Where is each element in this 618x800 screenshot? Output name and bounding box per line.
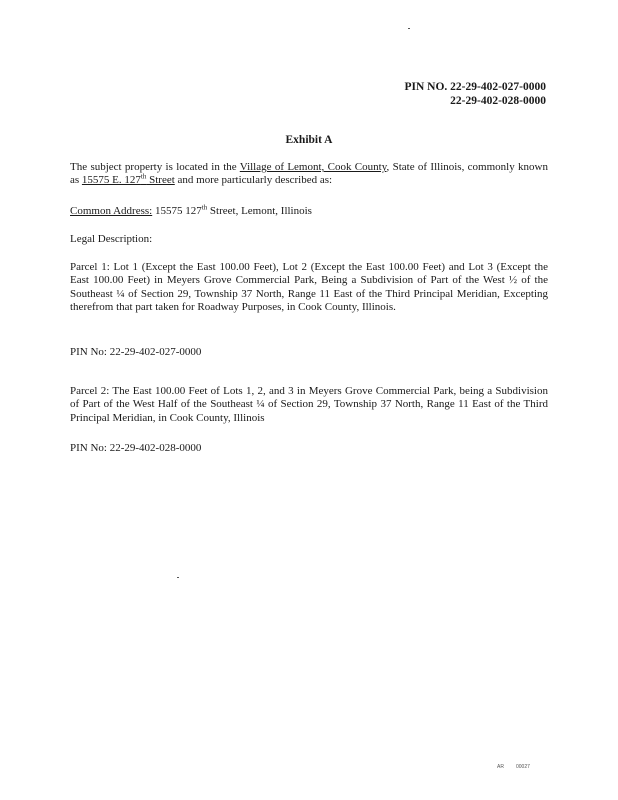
legal-description-heading: Legal Description: [70,233,153,245]
property-address [82,174,175,186]
common-address-line [70,205,548,218]
footer-mark-right: 00027 [516,764,530,770]
pin-header [404,80,546,108]
pin-number-2: 22-29-402-028-0000 [450,95,546,107]
footer-mark-left: AR [497,764,504,770]
pin-no-2: PIN No: 22-29-402-028-0000 [70,442,202,454]
address-part-b: Street [146,174,175,187]
parcel-2-description: Parcel 2: The East 100.00 Feet of Lots 1, 2, and 3 in Meyers Grove Commercial Park, being a Subdivision of Part of the West Half of the Southeast ¼ of Section 29, Township 37 North, Range 11 East of the Third Principal Meridian, in Cook County, Illinois [70,385,548,424]
common-address-label: Common Address: [70,205,153,217]
pin-line-1 [404,80,546,94]
pin-no-1: PIN No: 22-29-402-027-0000 [70,346,202,358]
exhibit-title: Exhibit A [285,134,333,146]
address-part-a: 15575 E. 127 [81,174,141,187]
scan-speck-top [408,28,410,29]
intro-paragraph [70,161,548,188]
pin-line-2 [404,94,546,108]
village-name: Village of Lemont, Cook County [239,161,387,173]
pin-number-1: 22-29-402-027-0000 [450,81,546,93]
scan-speck-mid [177,577,179,578]
intro-text-3: and more particularly described as: [174,174,333,187]
common-address-sup: th [201,203,208,212]
parcel-1-description: Parcel 1: Lot 1 (Except the East 100.00 Feet), Lot 2 (Except the East 100.00 Feet) and Lot 3 (Except the East 100.00 Feet) in Meyers Grove Commercial Park, Being a Subdivision of Part of the West ½ of the Southeast ¼ of Section 29, Township 37 North, Range 11 East of the Third Principal Meridian, Excepting therefrom that part taken for Roadway Purposes, in Cook County, Illinois. [70,261,548,313]
intro-text-1: The subject property is located in the [70,161,240,173]
common-address-part-a: 15575 127 [152,205,202,217]
common-address-part-b: Street, Lemont, Illinois [207,205,312,217]
intro-text-2: , State of Illinois, commonly known as [70,161,549,187]
address-sup: th [140,172,147,181]
pin-label: PIN NO. [404,81,448,93]
